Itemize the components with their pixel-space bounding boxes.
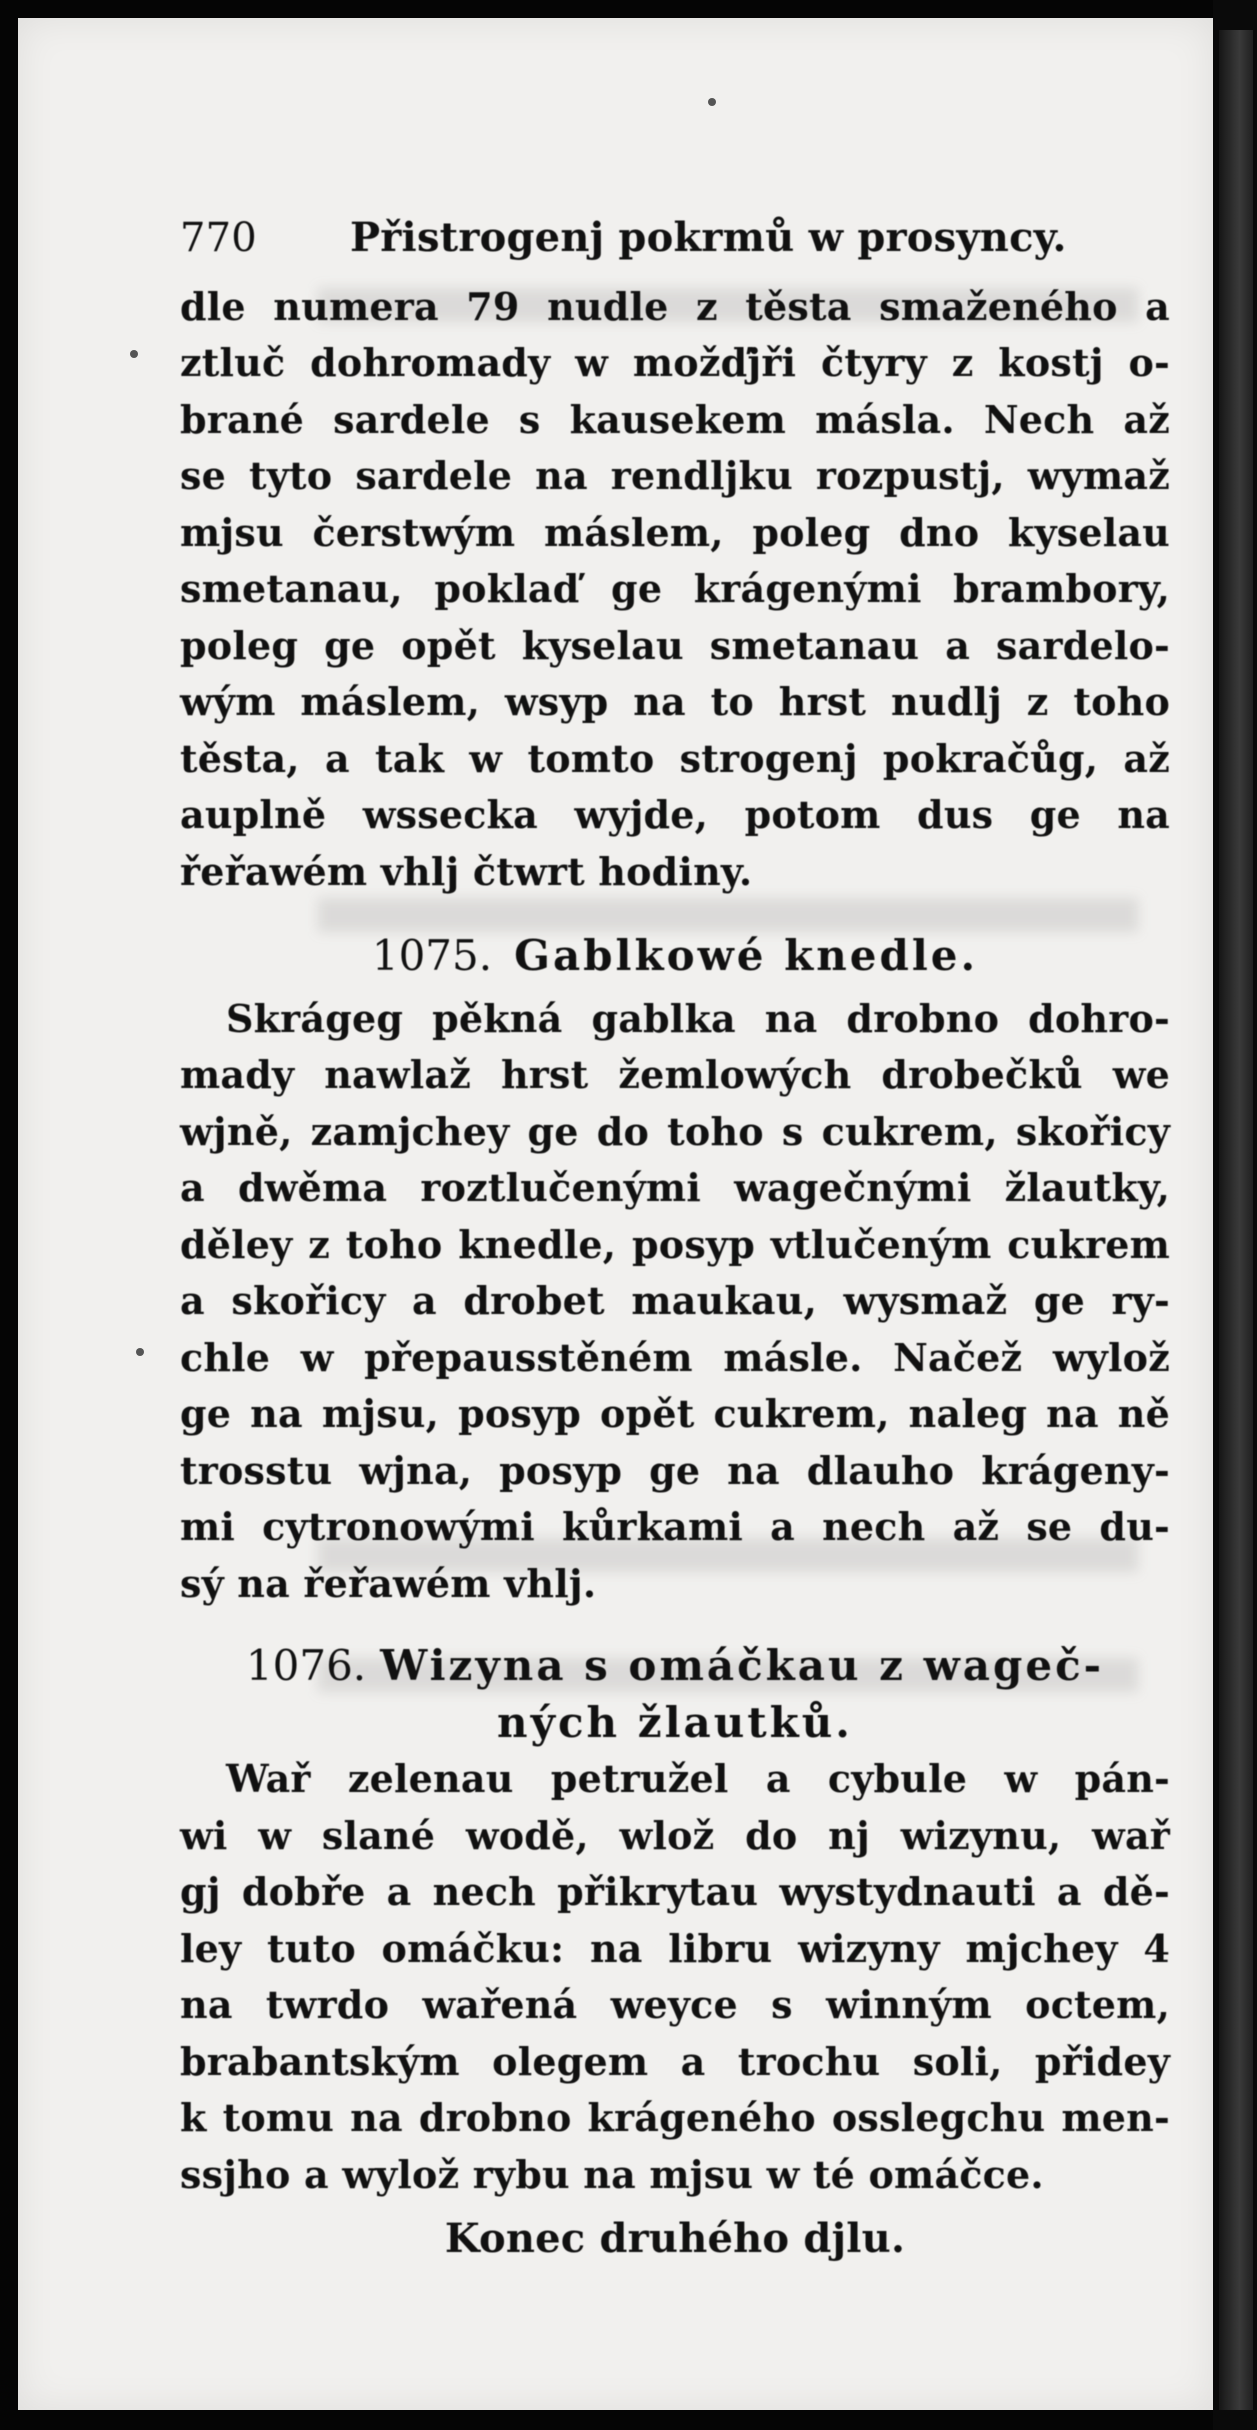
text-line: dle numera 79 nudle z těsta smaženého a bbox=[180, 283, 1170, 329]
text-line: Skrágeg pěkná gablka na drobno dohro- bbox=[226, 995, 1170, 1041]
text-line: a skořicy a drobet maukau, wysmaž ge ry- bbox=[180, 1278, 1170, 1323]
text-line: mjsu čerstwým máslem, poleg dno kyselau bbox=[180, 509, 1170, 555]
text-line: Wař zelenau petružel a cybule w pán- bbox=[226, 1756, 1170, 1801]
text-line: gj dobře a nech přikrytau wystydnauti a dě- bbox=[180, 1869, 1170, 1914]
ink-speck bbox=[136, 1348, 144, 1356]
text-line: wým máslem, wsyp na to hrst nudlj z toho bbox=[180, 679, 1170, 724]
text-line: wjně, zamjchey ge do toho s cukrem, skořicy bbox=[180, 1108, 1170, 1154]
text-line: brabantským olegem a trochu soli, přidey bbox=[180, 2038, 1170, 2084]
text-line: brané sardele s kausekem másla. Nech až bbox=[180, 396, 1170, 442]
recipe-title: Gablkowé knedle. bbox=[514, 931, 979, 980]
text-line: sý na řeřawém vhlj. bbox=[180, 1560, 597, 1606]
recipe-title: Wizyna s omáčkau z wageč- bbox=[380, 1641, 1105, 1690]
text-line: ley tuto omáčku: na libru wizyny mjchey 4 bbox=[180, 1925, 1170, 1971]
text-line: mady nawlaž hrst žemlowých drobečků we bbox=[180, 1052, 1170, 1097]
page-header bbox=[180, 210, 1170, 267]
paragraph-continued bbox=[180, 279, 1170, 901]
text-line: mi cytronowými kůrkami a nech až se du- bbox=[180, 1504, 1170, 1549]
text-line: auplně wssecka wyjde, potom dus ge na bbox=[180, 792, 1170, 837]
running-head: Přistrogenj pokrmů w prosyncy. bbox=[350, 214, 1067, 261]
text-line: řeřawém vhlj čtwrt hodiny. bbox=[180, 848, 753, 894]
page-number: 770 bbox=[180, 215, 257, 261]
text-line: a dwěma roztlučenými wagečnými žlautky, bbox=[180, 1165, 1170, 1210]
ink-speck bbox=[708, 98, 716, 106]
text-line: poleg ge opět kyselau smetanau a sardelo- bbox=[180, 622, 1170, 668]
recipe-body-1076 bbox=[180, 1751, 1170, 2203]
text-line: smetanau, poklaď ge krágenými brambory, bbox=[180, 566, 1170, 611]
text-line: na twrdo wařená weyce s winným octem, bbox=[180, 1982, 1170, 2027]
page-edge bbox=[1219, 30, 1253, 2410]
text-line: k tomu na drobno krágeného osslegchu men- bbox=[180, 2095, 1170, 2140]
page-text bbox=[180, 210, 1170, 2268]
text-line: ztluč dohromady w možďjři čtyry z kostj o- bbox=[180, 340, 1170, 385]
recipe-number: 1075. bbox=[371, 931, 493, 980]
text-line: ssjho a wylož rybu na mjsu w té omáčce. bbox=[180, 2151, 1044, 2197]
recipe-heading-1076 bbox=[180, 1638, 1170, 1751]
text-line: chle w přepausstěném másle. Načež wylož bbox=[180, 1334, 1170, 1380]
text-line: ge na mjsu, posyp opět cukrem, naleg na ně bbox=[180, 1391, 1170, 1436]
recipe-heading-1075 bbox=[180, 928, 1170, 985]
recipe-number: 1076. bbox=[245, 1641, 367, 1690]
text-line: těsta, a tak w tomto strogenj pokračůg, až bbox=[180, 735, 1170, 781]
text-line: děley z toho knedle, posyp vtlučeným cukrem bbox=[180, 1221, 1170, 1267]
text-line: wi w slané wodě, wlož do nj wizynu, wař bbox=[180, 1812, 1170, 1858]
recipe-title-continued: ných žlautků. bbox=[497, 1697, 853, 1747]
recipe-body-1075 bbox=[180, 991, 1170, 1613]
ink-speck bbox=[130, 350, 138, 358]
text-line: se tyto sardele na rendljku rozpustj, wymaž bbox=[180, 453, 1170, 498]
text-line: trosstu wjna, posyp ge na dlauho krágeny- bbox=[180, 1447, 1170, 1493]
closing-line: Konec druhého djlu. bbox=[444, 2215, 906, 2262]
